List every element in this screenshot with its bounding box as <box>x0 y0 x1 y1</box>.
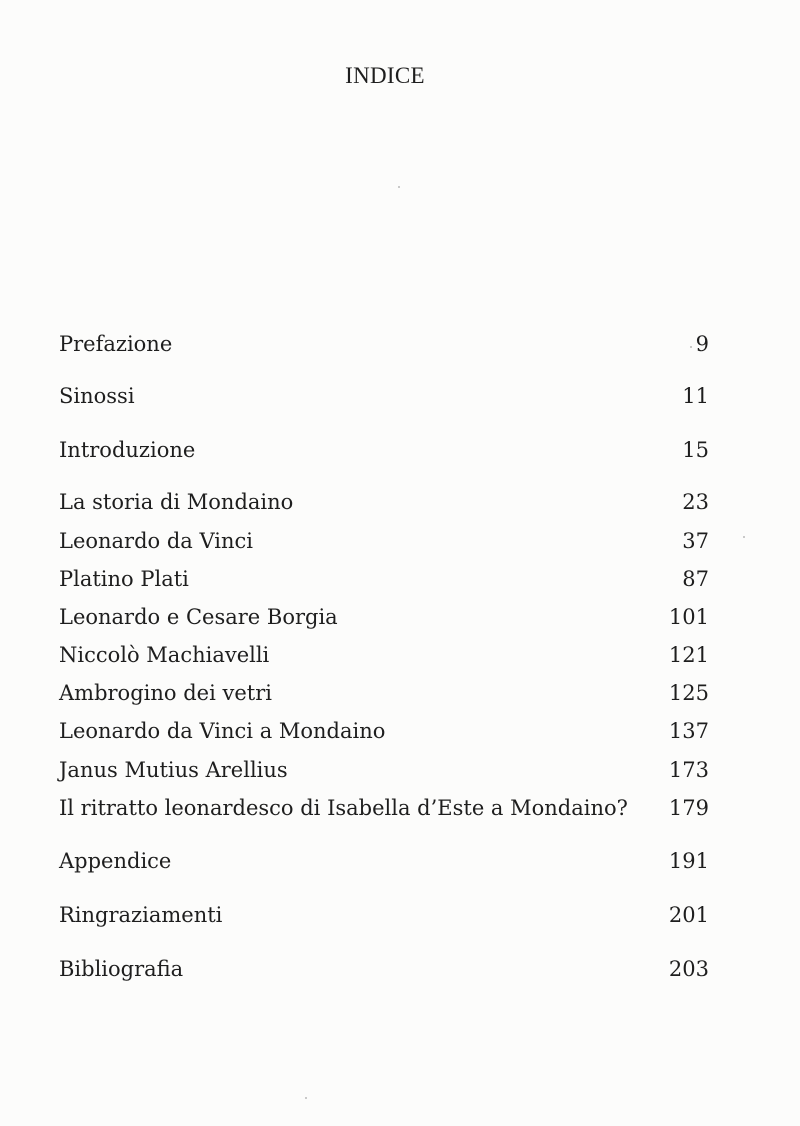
toc-entry <box>59 381 709 411</box>
toc-entry-page: 9 <box>695 332 709 356</box>
toc-entry <box>59 716 709 746</box>
toc-entry <box>59 678 709 708</box>
toc-entry-page: 191 <box>668 849 709 873</box>
toc-entry <box>59 329 709 359</box>
toc-entry-page: 87 <box>682 567 709 591</box>
toc-entry-title: Platino Plati <box>59 567 189 591</box>
paper-speck <box>743 536 745 538</box>
toc-entry <box>59 900 709 930</box>
toc-entry-page: 11 <box>682 384 709 408</box>
toc-entry-title: Ringraziamenti <box>59 903 223 927</box>
toc-entry <box>59 793 709 823</box>
toc-entry-page: 125 <box>668 681 709 705</box>
toc-entry-page: 23 <box>682 490 709 514</box>
toc-entry-page: 121 <box>668 643 709 667</box>
paper-speck <box>305 1097 307 1099</box>
toc-entry-page: 15 <box>682 438 709 462</box>
toc-entry-title: Leonardo da Vinci a Mondaino <box>59 719 386 743</box>
toc-entry <box>59 487 709 517</box>
toc-entry-title: Leonardo e Cesare Borgia <box>59 605 338 629</box>
toc-entry <box>59 640 709 670</box>
page-title: INDICE <box>345 63 425 88</box>
toc-entry-title: Leonardo da Vinci <box>59 529 254 553</box>
toc-entry <box>59 526 709 556</box>
toc-entry <box>59 954 709 984</box>
toc-entry-page: 173 <box>668 758 709 782</box>
toc-entry-title: Bibliografia <box>59 957 184 981</box>
toc-entry-title: Appendice <box>59 849 172 873</box>
toc-entry-title: Introduzione <box>59 438 196 462</box>
toc-entry-page: 101 <box>668 605 709 629</box>
toc-entry-page: 203 <box>668 957 709 981</box>
toc-entry-page: 201 <box>668 903 709 927</box>
toc-entry-title: Il ritratto leonardesco di Isabella d’Este a Mondaino? <box>59 796 628 820</box>
toc-entry-title: Janus Mutius Arellius <box>59 758 288 782</box>
toc-entry-title: Ambrogino dei vetri <box>59 681 272 705</box>
toc-entry-page: 137 <box>668 719 709 743</box>
toc-entry <box>59 435 709 465</box>
toc-entry-title: Prefazione <box>59 332 173 356</box>
toc-entry <box>59 846 709 876</box>
toc-entry-title: Niccolò Machiavelli <box>59 643 270 667</box>
paper-speck <box>398 186 400 188</box>
toc-entry-page: 179 <box>668 796 709 820</box>
toc-entry-page: 37 <box>682 529 709 553</box>
toc-entry <box>59 755 709 785</box>
paper-speck <box>690 346 692 348</box>
toc-entry <box>59 602 709 632</box>
toc-entry-title: La storia di Mondaino <box>59 490 294 514</box>
toc-entry <box>59 564 709 594</box>
toc-entry-title: Sinossi <box>59 384 135 408</box>
